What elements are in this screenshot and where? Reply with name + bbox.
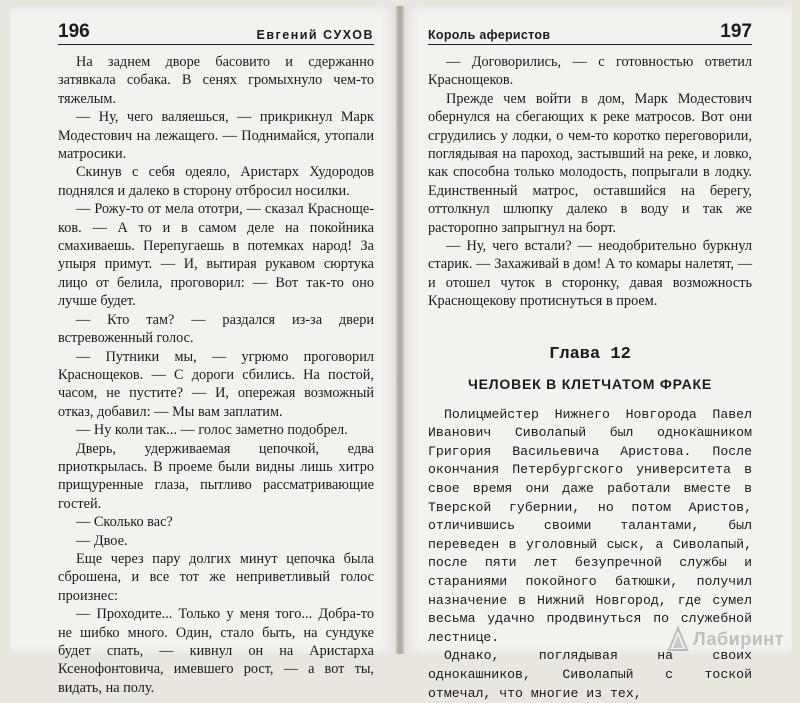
paragraph: — Рожу-то от мела ототри, — сказал Краснощеков. — А то и в самом деле на покойника смахиваешь. Перепугаешь в потемках народ! За упыря примут. — И, вытирая рукавом сюртука лицо от белила, проговорил: — Вот так-то оно лучше будет. [58,201,374,310]
paragraph: — Кто там? — раздался из-за двери встревоженный голос. [58,311,374,347]
labyrinth-logo-icon [667,626,689,652]
paragraph: — Ну, чего встали? — неодобрительно буркнул старик. — Захаживай в дом! А то комары налетят, — и отошел чуток в сторонку, давая возможность Краснощекову протиснуться в проем. [428,238,752,310]
paragraph: — Проходите... Только у меня того... Добра-то не шибко много. Один, стало быть, на сундуке будет спать, — кивнул он на Аристарха Ксенофонтовича, имевшего рост, — а вот ты, видать, на полу. [58,606,374,696]
chapter-title: ЧЕЛОВЕК В КЛЕТЧАТОМ ФРАКЕ [468,375,712,392]
paragraph: Еще через пару долгих минут цепочка была сброшена, и все тот же неприветливый голос произнес: [58,550,374,604]
left-page-body [58,53,374,697]
left-header-author: Евгений СУХОВ [256,28,374,42]
paragraph: — Сколько вас? [76,514,173,531]
paragraph: Скинув с себя одеяло, Аристарх Худородов поднялся и далеко в сторону отбросил носилки. [58,164,374,199]
right-page-body [428,53,752,311]
paragraph: Полицмейстер Нижнего Новгорода Павел Иванович Сиволапый был однокашником Григория Васильевича Аристова. После окончания Петербургского университета в свое время они даже работали вместе в Тверской губернии, но потом Аристов, отличившись своими талантами, был переведен в уголовный сыск, а Сиволапый, после пяти лет безупречной службы и стараниями покойного батюшки, получил назначение в Нижний Новгород, где сумел весьма удачно продвинуться по служебной лестнице. [428,406,752,645]
chapter-number: Глава 12 [549,344,631,364]
paragraph: — Договорились, — с готовностью ответил Краснощеков. [428,54,752,89]
paragraph: На заднем дворе басовито и сдержанно затявкала собака. В сенях громыхнуло чем-то тяжелым. [58,54,374,107]
book-gutter [396,6,404,654]
chapter-body [428,406,752,703]
paragraph: — Ну, чего валяешься, — прикрикнул Марк Модестович на лежащего. — Поднимайся, утопали матросики. [58,109,374,163]
right-header-title: Король аферистов [428,28,551,42]
right-page-number: 197 [720,21,752,42]
left-running-head [58,18,374,45]
right-running-head [428,18,752,45]
right-page [404,6,792,701]
left-page [10,6,396,696]
paragraph: — Ну коли так... — голос заметно подобрел. [76,422,348,439]
left-page-number: 196 [58,21,90,42]
watermark-text: Лабиринт [692,628,784,649]
paragraph: — Двое. [76,532,128,549]
paragraph: Дверь, удерживаемая цепочкой, едва приоткрылась. В проеме были видны лишь хитро прищуренные глаза, пытливо рассматривающие гостей. [58,440,374,512]
labyrinth-watermark [667,626,784,652]
paragraph: Прежде чем войти в дом, Марк Модестович обернулся на сбегающих к реке матросов. Вот они сгрудились у лодки, о чем-то коротко переговорили, поглядывая на пароход, застывший на реке, и ловко, как способна только молодость, попрыгали в лодку. Единственный матрос, оставшийся на берегу, оттолкнул шлюпку далеко в воду и так же расторопно запрыгнул на борт. [428,90,752,236]
paragraph: Однако, поглядывая на своих однокашников, Сиволапый с тоской отмечал, что многие из тех, [428,648,752,701]
paragraph: — Путники мы, — угрюмо проговорил Краснощеков. — С дороги сбились. На постой, часом, не пустите? — И, опережая возможный отказ, добавил: — Мы вам заплатим. [58,348,374,420]
